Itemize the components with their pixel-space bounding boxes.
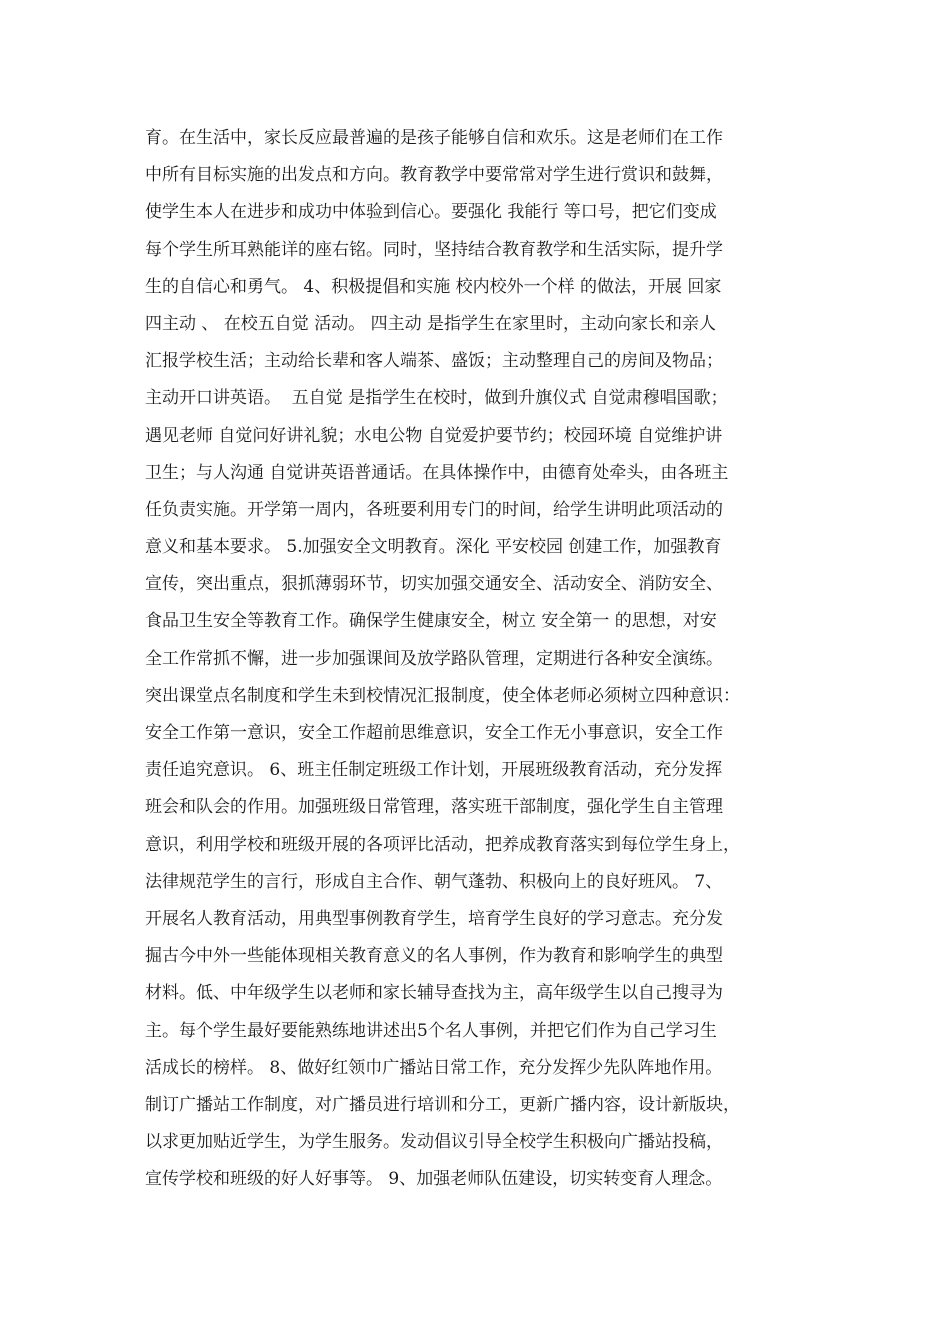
- text-line: 使学生本人在进步和成功中体验到信心。要强化 我能行 等口号，把它们变成: [145, 202, 717, 223]
- body-text: [145, 120, 825, 1198]
- text-line: 全工作常抓不懈，进一步加强课间及放学路队管理，定期进行各种安全演练。: [145, 648, 723, 669]
- text-line: 汇报学校生活；主动给长辈和客人端茶、盛饭；主动整理自己的房间及物品；: [145, 351, 723, 372]
- text-line: 以求更加贴近学生，为学生服务。发动倡议引导全校学生积极向广播站投稿，: [145, 1132, 723, 1153]
- text-line: 活成长的榜样。 8、做好红领巾广播站日常工作，充分发挥少先队阵地作用。: [145, 1057, 723, 1078]
- text-line: 中所有目标实施的出发点和方向。教育教学中要常常对学生进行赏识和鼓舞，: [145, 165, 723, 186]
- text-line: 四主动 、 在校五自觉 活动。 四主动 是指学生在家里时，主动向家长和亲人: [145, 313, 717, 334]
- text-line: 宣传学校和班级的好人好事等。 9、加强老师队伍建设，切实转变育人理念。: [145, 1169, 723, 1190]
- text-line: 主动开口讲英语。 五自觉 是指学生在校时，做到升旗仪式 自觉肃穆唱国歌；: [145, 388, 728, 409]
- text-line: 突出课堂点名制度和学生未到校情况汇报制度，使全体老师必须树立四种意识：: [145, 685, 740, 706]
- text-line: 法律规范学生的言行，形成自主合作、朝气蓬勃、积极向上的良好班风。 7、: [145, 871, 723, 892]
- text-line: 开展名人教育活动，用典型事例教育学生，培育学生良好的学习意志。充分发: [145, 908, 723, 929]
- text-line: 宣传，突出重点，狠抓薄弱环节，切实加强交通安全、活动安全、消防安全、: [145, 574, 723, 595]
- text-line: 遇见老师 自觉问好讲礼貌；水电公物 自觉爱护要节约；校园环境 自觉维护讲: [145, 425, 723, 446]
- text-line: 材料。低、中年级学生以老师和家长辅导查找为主，高年级学生以自己搜寻为: [145, 983, 723, 1004]
- text-line: 责任追究意识。 6、班主任制定班级工作计划，开展班级教育活动，充分发挥: [145, 760, 723, 781]
- text-line: 制订广播站工作制度，对广播员进行培训和分工，更新广播内容，设计新版块，: [145, 1094, 740, 1115]
- text-line: 意义和基本要求。 5.加强安全文明教育。深化 平安校园 创建工作，加强教育: [145, 537, 722, 558]
- text-line: 掘古今中外一些能体现相关教育意义的名人事例，作为教育和影响学生的典型: [145, 946, 723, 967]
- text-line: 班会和队会的作用。加强班级日常管理，落实班干部制度，强化学生自主管理: [145, 797, 723, 818]
- text-line: 主。每个学生最好要能熟练地讲述出5个名人事例，并把它们作为自己学习生: [145, 1020, 717, 1041]
- text-line: 生的自信心和勇气。 4、积极提倡和实施 校内校外一个样 的做法，开展 回家: [145, 276, 722, 297]
- text-line: 安全工作第一意识，安全工作超前思维意识，安全工作无小事意识，安全工作: [145, 723, 723, 743]
- text-line: 每个学生所耳熟能详的座右铭。同时，坚持结合教育教学和生活实际，提升学: [145, 239, 723, 260]
- text-line: 育。在生活中，家长反应最普遍的是孩子能够自信和欢乐。这是老师们在工作: [145, 128, 723, 148]
- text-line: 意识，利用学校和班级开展的各项评比活动，把养成教育落实到每位学生身上，: [145, 834, 740, 855]
- text-line: 食品卫生安全等教育工作。确保学生健康安全，树立 安全第一 的思想，对安: [145, 611, 717, 632]
- text-line: 任负责实施。开学第一周内，各班要利用专门的时间，给学生讲明此项活动的: [145, 499, 723, 520]
- text-line: 卫生；与人沟通 自觉讲英语普通话。在具体操作中，由德育处牵头，由各班主: [145, 462, 729, 483]
